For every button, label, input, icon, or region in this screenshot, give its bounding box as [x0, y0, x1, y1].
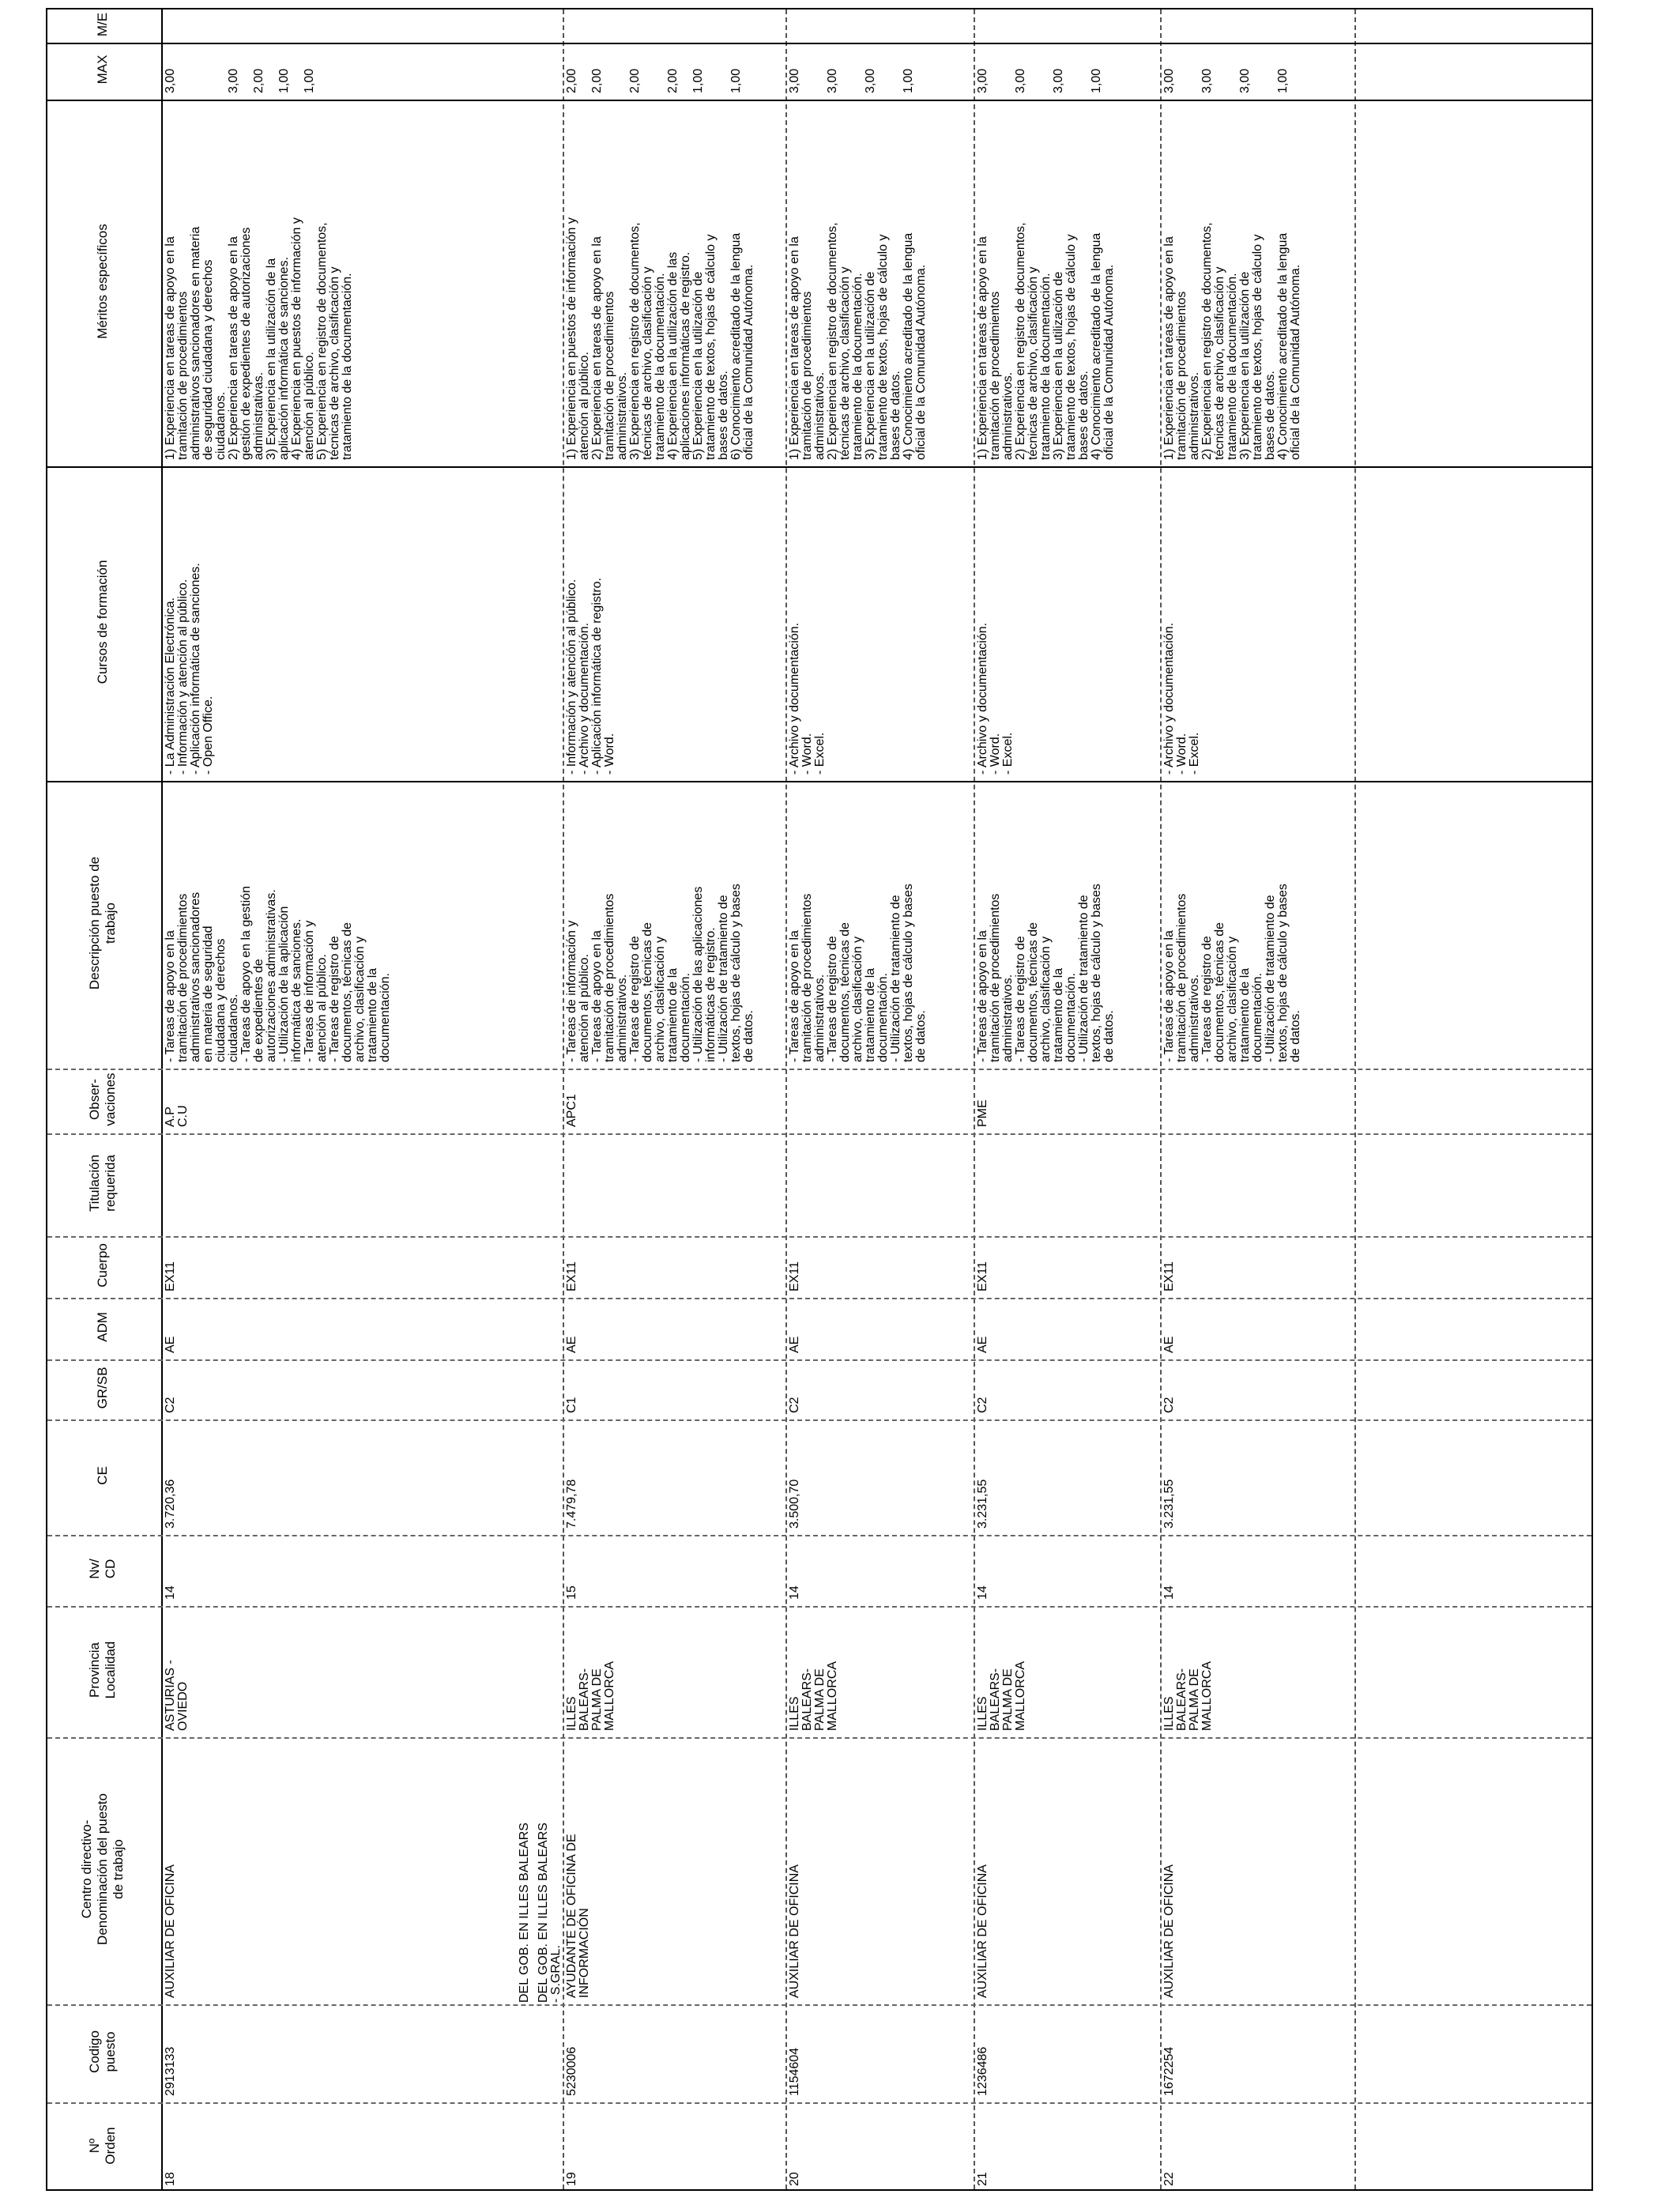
header-adm: ADM — [95, 1312, 110, 1342]
row-19-observaciones: APC1 — [565, 1094, 578, 1127]
row-18-orden: 18 — [164, 2172, 177, 2186]
row-21-descripcion: - Tareas de apoyo en la tramitación de procedimientos administrativos. - Tareas de registro de documentos, técnicas de archivo, clasificación y tratamiento de la documentación. - Utilización de tratamiento de textos, hojas de cálculo y bases de datos. — [976, 884, 1116, 1062]
row-21-meritos: 1) Experiencia en tareas de apoyo en la tramitación de procedimientos administrativos. 2) Experiencia en registro de documentos, técnicas de archivo, clasificación y tratamiento de la documentación. 3) Experiencia en la utilización de tratamiento de textos, hojas de cálculo y bases de datos. 4) Conocimiento acreditado de la lengua oficial de la Comunidad Autónoma. — [976, 222, 1116, 460]
header-orden: Nº Orden — [87, 2127, 118, 2165]
row-20-descripcion: - Tareas de apoyo en la tramitación de procedimientos administrativos. - Tareas de registro de documentos, técnicas de archivo, clasificación y tratamiento de la documentación. - Utilización de tratamiento de textos, hojas de cálculo y bases de datos. — [788, 884, 928, 1062]
row-20-provincia: ILLES BALEARS- PALMA DE MALLORCA — [788, 1661, 839, 1731]
row-22-cuerpo: EX11 — [1162, 1261, 1176, 1291]
row-19-adm: AE — [565, 1336, 578, 1353]
row-18-codigo: 2913133 — [164, 2046, 177, 2096]
row-21-cursos: - Archivo y documentación. - Word. - Excel. — [976, 622, 1015, 775]
col-sep — [47, 1737, 1591, 1739]
row-22-codigo: 1672254 — [1162, 2046, 1176, 2096]
header-gr: GR/SB — [95, 1367, 110, 1409]
header-ce: CE — [95, 1466, 110, 1485]
row-separator — [785, 9, 787, 2189]
row-21-ce: 3.231,55 — [976, 1479, 989, 1529]
header-me: M/E — [95, 12, 110, 37]
col-sep — [47, 1535, 1591, 1536]
header-observaciones: Obser- vaciones — [87, 1072, 118, 1126]
row-18-observaciones: A.P C.U — [164, 1105, 190, 1127]
row-19-max: 2,00 2,00 2,00 2,00 1,00 1,00 — [565, 68, 743, 93]
row-20-denominacion: AUXILIAR DE OFICINA — [788, 1864, 801, 1998]
row-21-cuerpo: EX11 — [976, 1261, 989, 1291]
row-separator — [563, 9, 564, 2189]
row-19-cuerpo: EX11 — [565, 1261, 578, 1291]
row-20-cursos: - Archivo y documentación. - Word. - Excel. — [788, 622, 827, 775]
row-19-cursos: - Información y atención al público. - Archivo y documentación. - Aplicación informática de registro. - Word. — [565, 578, 616, 775]
row-21-denominacion: AUXILIAR DE OFICINA — [976, 1864, 989, 1998]
row-18-cuerpo: EX11 — [164, 1261, 177, 1291]
row-20-nv: 14 — [788, 1585, 801, 1600]
row-22-nv: 14 — [1162, 1585, 1176, 1600]
row-21-provincia: ILLES BALEARS- PALMA DE MALLORCA — [976, 1661, 1027, 1731]
row-19-denominacion: AYUDANTE DE OFICINA DE INFORMACIÓN — [565, 1834, 591, 1998]
row-20-meritos: 1) Experiencia en tareas de apoyo en la tramitación de procedimientos administrativos. 2) Experiencia en registro de documentos, técnicas de archivo, clasificación y tratamiento de la documentación. 3) Experiencia en la utilización de tratamiento de textos, hojas de cálculo y bases de datos. 4) Conocimiento acreditado de la lengua oficial de la Comunidad Autónoma. — [788, 222, 928, 460]
col-sep — [47, 1359, 1591, 1361]
header-codigo: Codigo puesto — [87, 2030, 118, 2073]
row-19-nv: 15 — [565, 1585, 578, 1600]
row-21-orden: 21 — [976, 2172, 989, 2186]
group-heading: DEL GOB. EN ILLES BALEARS — [518, 1823, 531, 2003]
row-18-meritos: 1) Experiencia en tareas de apoyo en la tramitación de procedimientos administrativos sancionadores en materia de seguridad ciudadana y derechos ciudadanos. 2) Experiencia en tareas de apoyo en la gestión de expedientes de autorizaciones administrativas. 3) Experiencia en la utilización de la aplicación informática de sanciones. 4) Experiencia en puestos de información y atención al público. 5) Experiencia en registro de documentos, técnicas de archivo, clasificación y tratamiento de la documentación. — [164, 217, 354, 460]
col-sep — [47, 2004, 1591, 2006]
row-19-meritos: 1) Experiencia en puestos de información y atención al público. 2) Experiencia en tareas de apoyo en la tramitación de procedimientos administrativos. 3) Experiencia en registro de documentos, técnicas de archivo, clasificación y tratamiento de la documentación. 4) Experiencia en la utilización de las aplicaciones informáticas de registro. 5) Experiencia en la utilización de tratamiento de textos, hojas de cálculo y bases de datos. 6) Conocimiento acreditado de la lengua oficial de la Comunidad Autónoma. — [565, 217, 755, 460]
row-22-adm: AE — [1162, 1336, 1176, 1353]
row-separator — [974, 9, 975, 2189]
row-19-orden: 19 — [565, 2172, 578, 2186]
row-18-gr: C2 — [164, 1397, 177, 1413]
header-separator — [161, 9, 163, 2189]
row-18-nv: 14 — [164, 1585, 177, 1600]
row-20-gr: C2 — [788, 1397, 801, 1413]
row-19-descripcion: - Tareas de información y atención al público. - Tareas de apoyo en la tramitación de procedimientos administrativos. - Tareas de registro de documentos, técnicas de archivo, clasificación y tratamiento de la documentación. - Utilización de las aplicaciones informáticas de registro. - Utilización de tratamiento de textos, hojas de cálculo y bases de datos. — [565, 884, 755, 1062]
row-19-provincia: ILLES BALEARS- PALMA DE MALLORCA — [565, 1661, 616, 1731]
row-18-adm: AE — [164, 1336, 177, 1353]
row-22-meritos: 1) Experiencia en tareas de apoyo en la tramitación de procedimientos administrativos. 2) Experiencia en registro de documentos, técnicas de archivo, clasificación y tratamiento de la documentación. 3) Experiencia en la utilización de tratamiento de textos, hojas de cálculo y bases de datos. 4) Conocimiento acreditado de la lengua oficial de la Comunidad Autónoma. — [1162, 222, 1302, 460]
row-22-orden: 22 — [1162, 2172, 1176, 2186]
row-20-orden: 20 — [788, 2172, 801, 2186]
row-20-ce: 3.500,70 — [788, 1479, 801, 1529]
header-cuerpo: Cuerpo — [95, 1243, 110, 1287]
row-20-cuerpo: EX11 — [788, 1261, 801, 1291]
col-sep — [47, 1236, 1591, 1238]
row-22-provincia: ILLES BALEARS- PALMA DE MALLORCA — [1162, 1661, 1214, 1731]
row-20-codigo: 1154604 — [788, 2047, 801, 2096]
row-21-observaciones: PME — [976, 1099, 989, 1127]
header-titulacion: Titulación requerida — [87, 1154, 118, 1212]
header-nv: Nv/ CD — [87, 1559, 118, 1579]
header-provincia: Provincia Localidad — [87, 1641, 118, 1699]
row-21-adm: AE — [976, 1336, 989, 1353]
row-19-codigo: 5230006 — [565, 2046, 578, 2096]
header-denominacion: Centro directivo- Denominación del puesto de trabajo — [79, 1793, 126, 1945]
row-18-provincia: ASTURIAS - OVIEDO — [164, 1660, 190, 1731]
row-19-ce: 7.479,78 — [565, 1479, 578, 1529]
row-18-cursos: - La Administración Electrónica. - Información y atención al público. - Aplicación informática de sanciones. - Open Office. — [164, 563, 215, 775]
row-18-descripcion: - Tareas de apoyo en la tramitación de procedimientos administrativos sancionadores en materia de seguridad ciudadana y derechos ciudadanos. - Tareas de apoyo en la gestión de expedientes de autorizaciones administrativas. - Utilización de la aplicación informática de sanciones. - Tareas de información y atención al público. - Tareas de registro de documentos, técnicas de archivo, clasificación y tratamiento de la documentación. — [164, 886, 392, 1062]
row-21-gr: C2 — [976, 1397, 989, 1413]
header-descripcion: Descripción puesto de trabajo — [87, 856, 118, 990]
row-19-gr: C1 — [565, 1397, 578, 1413]
col-sep — [47, 1419, 1591, 1421]
row-22-gr: C2 — [1162, 1397, 1176, 1413]
header-cursos: Cursos de formación — [95, 560, 110, 684]
row-20-adm: AE — [788, 1336, 801, 1353]
row-21-codigo: 1236486 — [976, 2046, 989, 2096]
row-22-ce: 3.231,55 — [1162, 1479, 1176, 1529]
col-sep — [47, 1069, 1591, 1070]
row-22-cursos: - Archivo y documentación. - Word. - Excel. — [1162, 622, 1201, 775]
row-18-max: 3,00 3,00 2,00 1,00 1,00 — [164, 68, 316, 93]
row-18-ce: 3.720,36 — [164, 1479, 177, 1529]
row-21-nv: 14 — [976, 1585, 989, 1600]
row-20-max: 3,00 3,00 3,00 1,00 — [788, 68, 915, 93]
row-21-max: 3,00 3,00 3,00 1,00 — [976, 68, 1103, 93]
group-heading: DEL GOB. EN ILLES BALEARS - S.GRAL. — [537, 1823, 563, 2003]
row-22-max: 3,00 3,00 3,00 1,00 — [1162, 68, 1290, 93]
row-22-denominacion: AUXILIAR DE OFICINA — [1162, 1864, 1176, 1998]
header-max: MAX — [95, 55, 110, 85]
header-meritos: Méritos específicos — [95, 224, 110, 339]
row-separator — [1160, 9, 1162, 2189]
col-sep — [47, 1133, 1591, 1135]
col-sep — [47, 2102, 1591, 2104]
row-22-descripcion: - Tareas de apoyo en la tramitación de procedimientos administrativos. - Tareas de registro de documentos, técnicas de archivo, clasificación y tratamiento de la documentación. - Utilización de tratamiento de textos, hojas de cálculo y bases de datos. — [1162, 884, 1302, 1062]
row-18-denominacion: AUXILIAR DE OFICINA — [164, 1864, 177, 1998]
row-separator — [1354, 9, 1356, 2189]
col-sep — [47, 1298, 1591, 1299]
